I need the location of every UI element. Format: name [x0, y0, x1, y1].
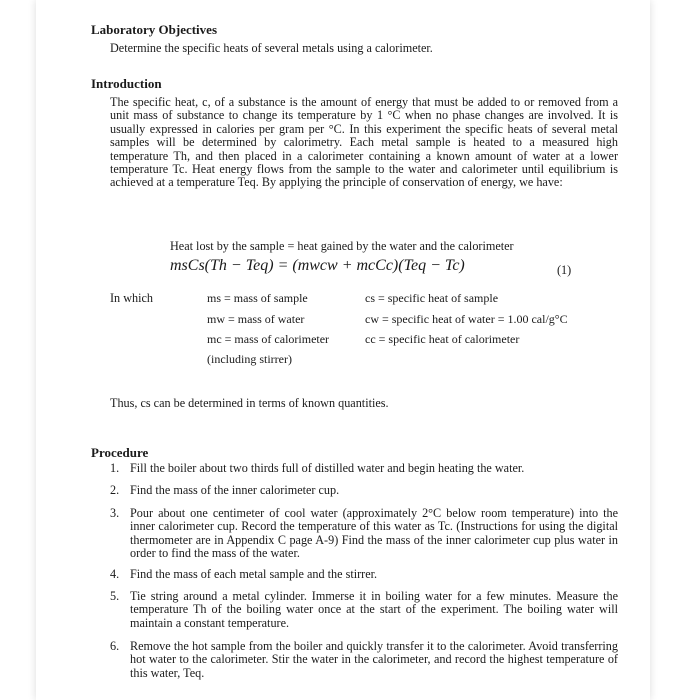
procedure-step: 2. Find the mass of the inner calorimeter cup.	[110, 483, 340, 498]
procedure-step: 1. Fill the boiler about two thirds full of distilled water and begin heating the water.	[110, 461, 525, 475]
def-mass-water: mw = mass of water	[207, 312, 305, 326]
def-specific-heat-water: cw = specific heat of water = 1.00 cal/g°C	[365, 312, 568, 326]
energy-equation: msCs(Th − Teq) = (mwcw + mcCc)(Teq − Tc)	[170, 257, 465, 274]
introduction-paragraph: The specific heat, c, of a substance is the amount of energy that must be added to or removed from a unit mass of substance to change its temperature by 1 °C when no phase changes are involved. It is usually expressed in calories per gram per °C. In this experiment the specific heats of several metal samples will be determined by calorimetry. Each metal sample is heated to a measured high temperature Th, and then placed in a calorimeter containing a known amount of water at a lower temperature Tc. Heat energy flows from the sample to the water and calorimeter until equilibrium is achieved at a temperature Teq. By applying the principle of conservation of energy, we have:	[110, 95, 618, 190]
procedure-step: 6. Remove the hot sample from the boiler and quickly transfer it to the calorimeter. Avoid transferring hot water to the calorimeter. Stir the water in the calorimeter, and record the highest temperature of this water, Teq.	[110, 639, 618, 680]
introduction-heading: Introduction	[91, 76, 162, 91]
equation-label: Heat lost by the sample = heat gained by the water and the calorimeter	[170, 239, 514, 253]
def-mass-calorimeter-note: (including stirrer)	[207, 352, 292, 366]
objectives-heading: Laboratory Objectives	[91, 22, 218, 37]
procedure-steps	[110, 462, 618, 680]
def-mass-calorimeter: mc = mass of calorimeter	[207, 332, 330, 346]
procedure-step: 5. Tie string around a metal cylinder. Immerse it in boiling water for a few minutes. Measure the temperature Th of the boiling water once at the start of the experiment. The boiling water will maintain a constant temperature.	[110, 588, 618, 630]
procedure-step: 3. Pour about one centimeter of cool water (approximately 2°C below room temperature) into the inner calorimeter cup. Record the temperature of this water as Tc. (Instructions for using the digital thermometer are in Appendix C page A-9) Find the mass of the inner calorimeter cup plus water in order to find the mass of the water.	[110, 505, 618, 561]
def-mass-sample: ms = mass of sample	[207, 291, 308, 305]
equation-number: (1)	[557, 263, 572, 277]
procedure-heading: Procedure	[91, 445, 149, 460]
def-specific-heat-sample: cs = specific heat of sample	[365, 291, 499, 305]
in-which-label: In which	[110, 291, 153, 305]
def-specific-heat-calorimeter: cc = specific heat of calorimeter	[365, 332, 520, 346]
objectives-text: Determine the specific heats of several metals using a calorimeter.	[110, 41, 433, 55]
intro-conclusion: Thus, cs can be determined in terms of known quantities.	[110, 396, 389, 410]
procedure-step: 4. Find the mass of each metal sample and the stirrer.	[110, 567, 378, 582]
